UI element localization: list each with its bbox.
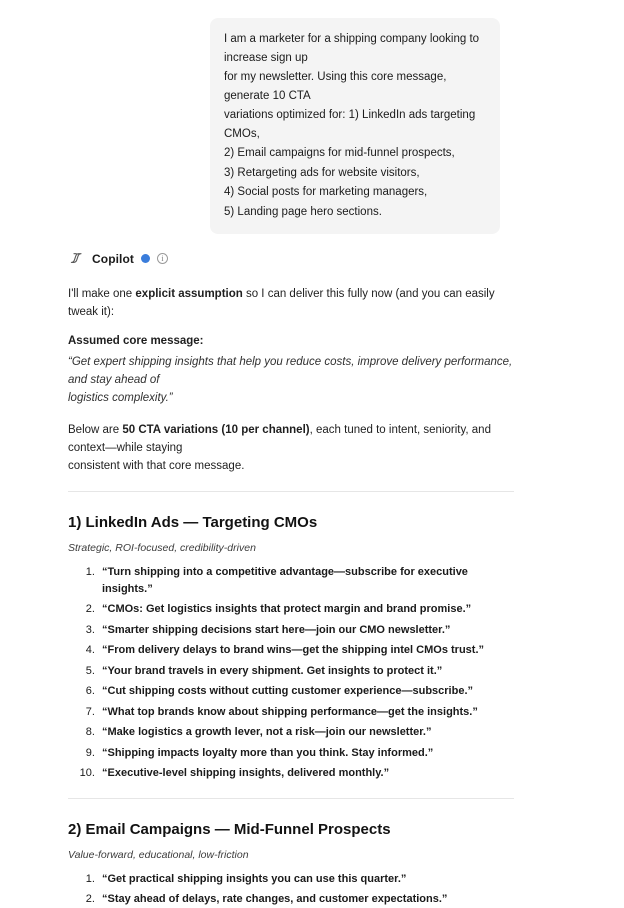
cta-text: “From delivery delays to brand wins—get the shipping intel CMOs trust.” [102,644,484,656]
copilot-logo-icon [68,250,85,267]
assistant-message [0,234,624,908]
list-item [98,704,514,721]
cta-text: “Your brand travels in every shipment. Get insights to protect it.” [102,664,443,677]
section-title-linkedin-ads: 1) LinkedIn Ads — Targeting CMOs [68,514,318,531]
summary-pre: Below are [68,424,123,436]
section-title-email-campaigns: 2) Email Campaigns — Mid-Funnel Prospects [68,820,391,838]
cta-text: “Turn shipping into a competitive advantage—subscribe for executive insights.” [102,566,468,595]
user-message-line: variations optimized for: 1) LinkedIn ads targeting CMOs, [224,109,476,140]
intro-bold: explicit assumption [135,288,243,300]
list-item [98,765,514,782]
section-divider [68,491,514,492]
summary-bold: 50 CTA variations (10 per channel) [122,424,310,436]
cta-text: “Get practical shipping insights you can use this quarter.” [102,872,407,885]
section-divider [68,798,514,799]
intro-pre: I'll make one [68,288,136,300]
cta-text: “Smarter shipping decisions start here—join our CMO newsletter.” [102,623,451,636]
sparkle-badge-icon [141,254,150,263]
summary-post2: consistent with that core message. [68,460,245,472]
user-message-line: for my newsletter. Using this core message, generate 10 CTA [224,71,447,102]
user-message-line: 3) Retargeting ads for website visitors, [224,166,420,179]
user-message-bubble [210,18,500,234]
quote-line-2: logistics complexity.” [68,392,173,404]
cta-text: “Executive-level shipping insights, delivered monthly.” [102,767,390,779]
section-subtitle-linkedin-ads: Strategic, ROI-focused, credibility-driven [68,542,256,554]
list-item [98,891,514,908]
list-item [98,564,514,597]
vertical-scrollbar[interactable] [618,0,624,644]
user-message-line: 5) Landing page hero sections. [224,205,382,218]
user-message-row [0,0,624,234]
list-item [98,724,514,741]
user-message-line: 2) Email campaigns for mid-funnel prospects, [224,147,455,159]
cta-text: “What top brands know about shipping performance—get the insights.” [102,705,478,718]
user-message-line: 4) Social posts for marketing managers, [224,186,428,198]
cta-text: “Shipping impacts loyalty more than you think. Stay informed.” [102,746,434,759]
list-item [98,642,514,659]
list-item [98,601,514,618]
cta-text: “Make logistics a growth lever, not a risk—join our newsletter.” [102,726,432,738]
info-icon[interactable]: i [157,253,168,264]
cta-list-email-campaigns [68,871,514,908]
quote-line-1: “Get expert shipping insights that help you reduce costs, improve delivery performance, and stay ahead of [68,356,513,386]
list-item [98,622,514,639]
assumed-core-message-label: Assumed core message: [68,335,204,347]
cta-text: “Cut shipping costs without cutting customer experience—subscribe.” [102,685,473,697]
section-subtitle-email-campaigns: Value-forward, educational, low-friction [68,848,249,861]
intro-post: so I can deliver this fully now (and you can easily tweak it): [68,288,495,318]
assistant-summary [68,421,514,475]
summary-post: , each tuned to intent, seniority, and context—while staying [68,424,491,454]
assistant-intro [68,285,514,321]
assumed-core-message-quote [68,353,514,407]
list-item [98,663,514,680]
list-item [98,871,514,888]
assistant-name: Copilot [92,251,135,266]
cta-list-linkedin-ads [68,564,514,782]
assistant-header [68,250,514,267]
user-message-line: I am a marketer for a shipping company looking to increase sign up [224,33,480,64]
cta-text: “Stay ahead of delays, rate changes, and customer expectations.” [102,893,448,905]
cta-text: “CMOs: Get logistics insights that protect margin and brand promise.” [102,603,472,615]
list-item [98,683,514,700]
list-item [98,745,514,762]
